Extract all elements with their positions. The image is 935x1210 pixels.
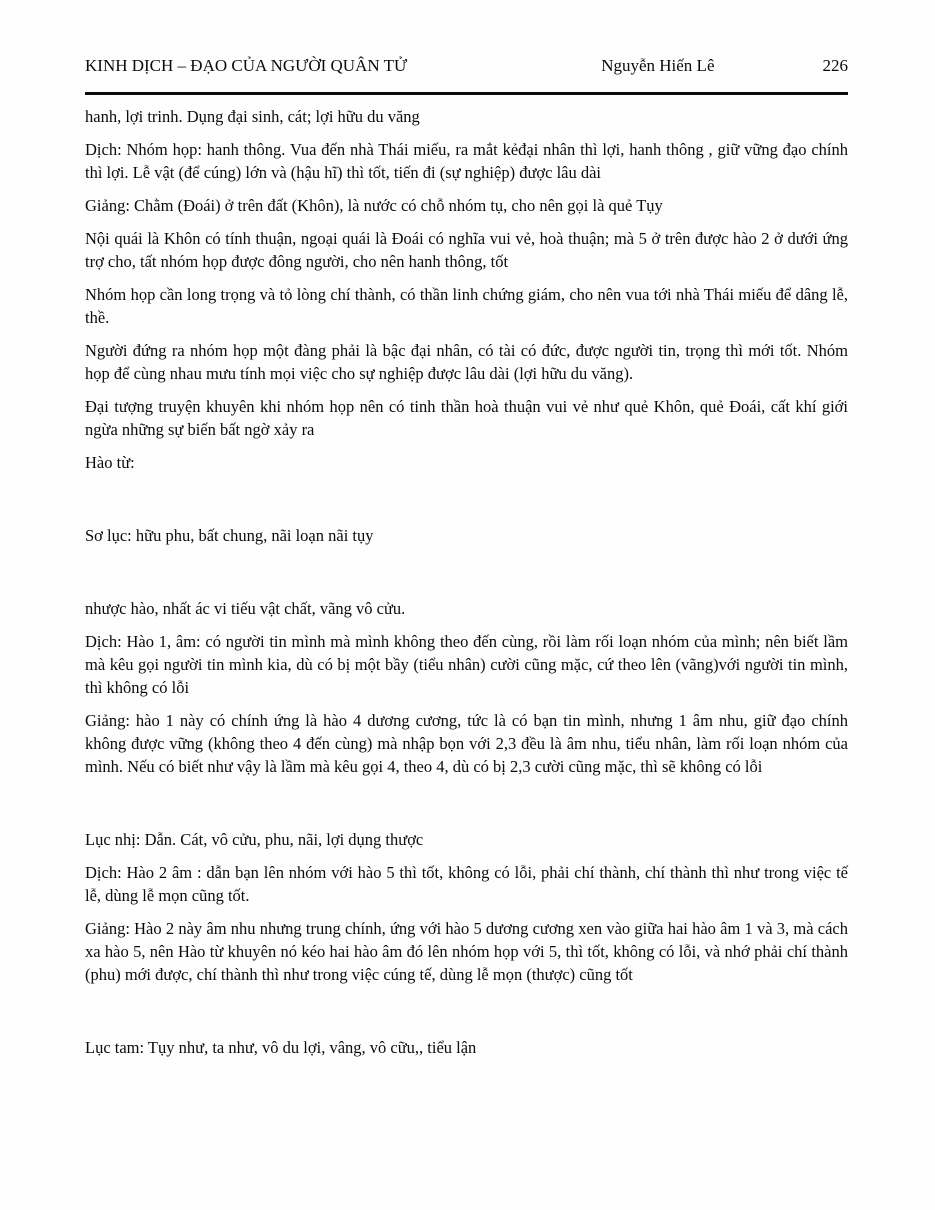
paragraph: Hào từ: — [85, 453, 135, 472]
book-title: KINH DỊCH – ĐẠO CỦA NGƯỜI QUÂN TỬ — [85, 56, 408, 75]
paragraph: Lục nhị: Dẫn. Cát, vô cửu, phu, nãi, lợi dụng thược — [85, 830, 424, 849]
author-name: Nguyễn Hiến Lê — [601, 56, 715, 75]
paragraph-spacer — [85, 484, 848, 514]
paragraph: Dịch: Hào 1, âm: có người tin mình mà mình không theo đến cùng, rồi làm rối loạn nhóm của mình; nên biết lầm mà kêu gọi người tin mình kia, dù có bị một bầy (tiểu nhân) cười cũng mặc, cứ theo lên (vãng)với người tin mình, thì không có lỗi — [85, 632, 848, 697]
paragraph: Giảng: Chằm (Đoái) ở trên đất (Khôn), là nước có chỗ nhóm tụ, cho nên gọi là quẻ Tụy — [85, 196, 663, 215]
paragraph: Người đứng ra nhóm họp một đàng phải là bậc đại nhân, có tài có đức, được người tin, trọng thì mới tốt. Nhóm họp để cùng nhau mưu tính mọi việc cho sự nghiệp được lâu dài (lợi hữu du văng). — [85, 341, 848, 383]
paragraph: hanh, lợi trinh. Dụng đại sinh, cát; lợi hữu du văng — [85, 107, 420, 126]
paragraph: Sơ lục: hữu phu, bất chung, nãi loạn nãi tụy — [85, 526, 374, 545]
paragraph-spacer — [85, 557, 848, 587]
paragraph: Lục tam: Tụy như, ta như, vô du lợi, vâng, vô cữu,, tiểu lận — [85, 1038, 477, 1057]
paragraph: Nội quái là Khôn có tính thuận, ngoại quái là Đoái có nghĩa vui vẻ, hoà thuận; mà 5 ở trên được hào 2 ở dưới ứng trợ cho, tất nhóm họp được đông người, cho nên hanh thông, tốt — [85, 229, 848, 271]
paragraph: Dịch: Nhóm họp: hanh thông. Vua đến nhà Thái miếu, ra mắt kẻđại nhân thì lợi, hanh thông , giữ vững đạo chính thì lợi. Lễ vật (để cúng) lớn và (hậu hĩ) thì tốt, tiến đi (sự nghiệp) được lâu dài — [85, 140, 848, 182]
paragraph: Nhóm họp cần long trọng và tỏ lòng chí thành, có thần linh chứng giám, cho nên vua tới nhà Thái miếu để dâng lễ, thề. — [85, 285, 848, 327]
paragraph: nhược hào, nhất ác vi tiếu vật chất, vãng vô cửu. — [85, 599, 406, 618]
paragraph: Dịch: Hào 2 âm : dẫn bạn lên nhóm với hào 5 thì tốt, không có lỗi, phải chí thành, chí thành thì như trong việc tế lễ, dùng lễ mọn cũng tốt. — [85, 863, 848, 905]
paragraph-spacer — [85, 788, 848, 818]
header-divider — [85, 92, 848, 95]
paragraph: Đại tượng truyện khuyên khi nhóm họp nên có tinh thần hoà thuận vui vẻ như quẻ Khôn, quẻ Đoái, cất khí giới ngừa những sự biến bất ngờ xảy ra — [85, 397, 848, 439]
page-header — [85, 56, 848, 76]
paragraph-spacer — [85, 996, 848, 1026]
body-text — [85, 105, 848, 1059]
page-number: 226 — [822, 56, 848, 75]
paragraph: Giảng: Hào 2 này âm nhu nhưng trung chính, ứng với hào 5 dương cương xen vào giữa hai hào âm 1 và 3, mà cách xa hào 5, nên Hào từ khuyên nó kéo hai hào âm đó lên nhóm họp với 5, thì tốt, không có lỗi, và nhớ phải chí thành (phu) mới được, chí thành thì như trong việc cúng tế, dùng lễ mọn (thược) cũng tốt — [85, 919, 848, 984]
paragraph: Giảng: hào 1 này có chính ứng là hào 4 dương cương, tức là có bạn tin mình, nhưng 1 âm nhu, giữ đạo chính không được vững (không theo 4 đến cùng) mà nhập bọn với 2,3 đều là âm nhu, tiểu nhân, làm rối loạn nhóm của mình. Nếu có biết như vậy là lầm mà kêu gọi 4, theo 4, dù có bị 2,3 cười cũng mặc, thì sẽ không có lỗi — [85, 711, 848, 776]
